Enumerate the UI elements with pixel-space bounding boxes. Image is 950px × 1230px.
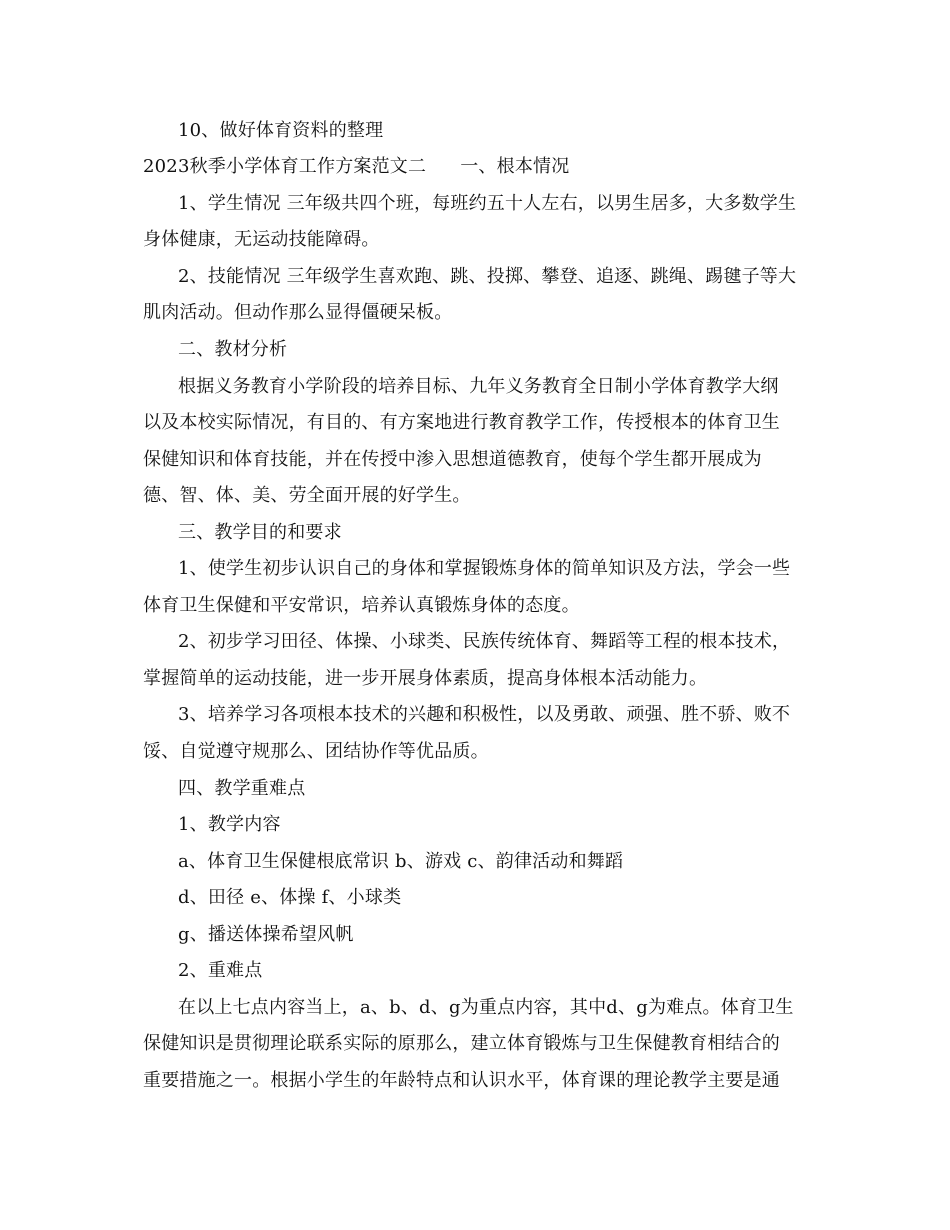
subheading: 1、教学内容 bbox=[178, 814, 281, 835]
paragraph-line: 德、智、体、美、劳全面开展的好学生。 bbox=[143, 485, 471, 506]
paragraph-line: 在以上七点内容当上，a、b、d、g为重点内容，其中d、g为难点。体育卫生 bbox=[178, 997, 794, 1018]
subheading: 2、重难点 bbox=[178, 960, 263, 981]
paragraph-line: 2、初步学习田径、体操、小球类、民族传统体育、舞蹈等工程的根本技术， bbox=[178, 631, 791, 652]
section-heading-2: 二、教材分析 bbox=[178, 339, 288, 360]
document-title: 2023秋季小学体育工作方案范文二 bbox=[143, 156, 427, 177]
paragraph-line: 体育卫生保健和平安常识，培养认真锻炼身体的态度。 bbox=[143, 595, 580, 616]
list-item: g、播送体操希望风帆 bbox=[178, 924, 354, 945]
list-item: a、体育卫生保健根底常识 b、游戏 c、韵律活动和舞蹈 bbox=[178, 851, 624, 872]
paragraph-line: 1、学生情况 三年级共四个班，每班约五十人左右，以男生居多，大多数学生 bbox=[178, 193, 797, 214]
paragraph-line: 以及本校实际情况，有目的、有方案地进行教育教学工作，传授根本的体育卫生 bbox=[143, 412, 780, 433]
paragraph-line: 保健知识和体育技能，并在传授中渗入思想道德教育，使每个学生都开展成为 bbox=[143, 449, 762, 470]
section-heading-4: 四、教学重难点 bbox=[178, 778, 306, 799]
paragraph-line: 3、培养学习各项根本技术的兴趣和积极性，以及勇敢、顽强、胜不骄、败不 bbox=[178, 704, 791, 725]
paragraph-line: 身体健康，无运动技能障碍。 bbox=[143, 229, 380, 250]
list-item: d、田径 e、体操 f、小球类 bbox=[178, 887, 402, 908]
section-title-line bbox=[143, 156, 813, 178]
paragraph-line: 肌肉活动。但动作那么显得僵硬呆板。 bbox=[143, 302, 453, 323]
list-item-10: 10、做好体育资料的整理 bbox=[178, 120, 384, 141]
paragraph-line: 馁、自觉遵守规那么、团结协作等优品质。 bbox=[143, 741, 489, 762]
section-heading-1: 一、根本情况 bbox=[460, 156, 570, 177]
paragraph-line: 重要措施之一。根据小学生的年龄特点和认识水平，体育课的理论教学主要是通 bbox=[143, 1070, 780, 1091]
paragraph-line: 1、使学生初步认识自己的身体和掌握锻炼身体的简单知识及方法，学会一些 bbox=[178, 558, 791, 579]
paragraph-line: 2、技能情况 三年级学生喜欢跑、跳、投掷、攀登、追逐、跳绳、踢毽子等大 bbox=[178, 266, 797, 287]
paragraph-line: 掌握简单的运动技能，进一步开展身体素质，提高身体根本活动能力。 bbox=[143, 668, 708, 689]
paragraph-line: 保健知识是贯彻理论联系实际的原那么，建立体育锻炼与卫生保健教育相结合的 bbox=[143, 1033, 780, 1054]
section-heading-3: 三、教学目的和要求 bbox=[178, 522, 342, 543]
paragraph-line: 根据义务教育小学阶段的培养目标、九年义务教育全日制小学体育教学大纲 bbox=[178, 376, 779, 397]
